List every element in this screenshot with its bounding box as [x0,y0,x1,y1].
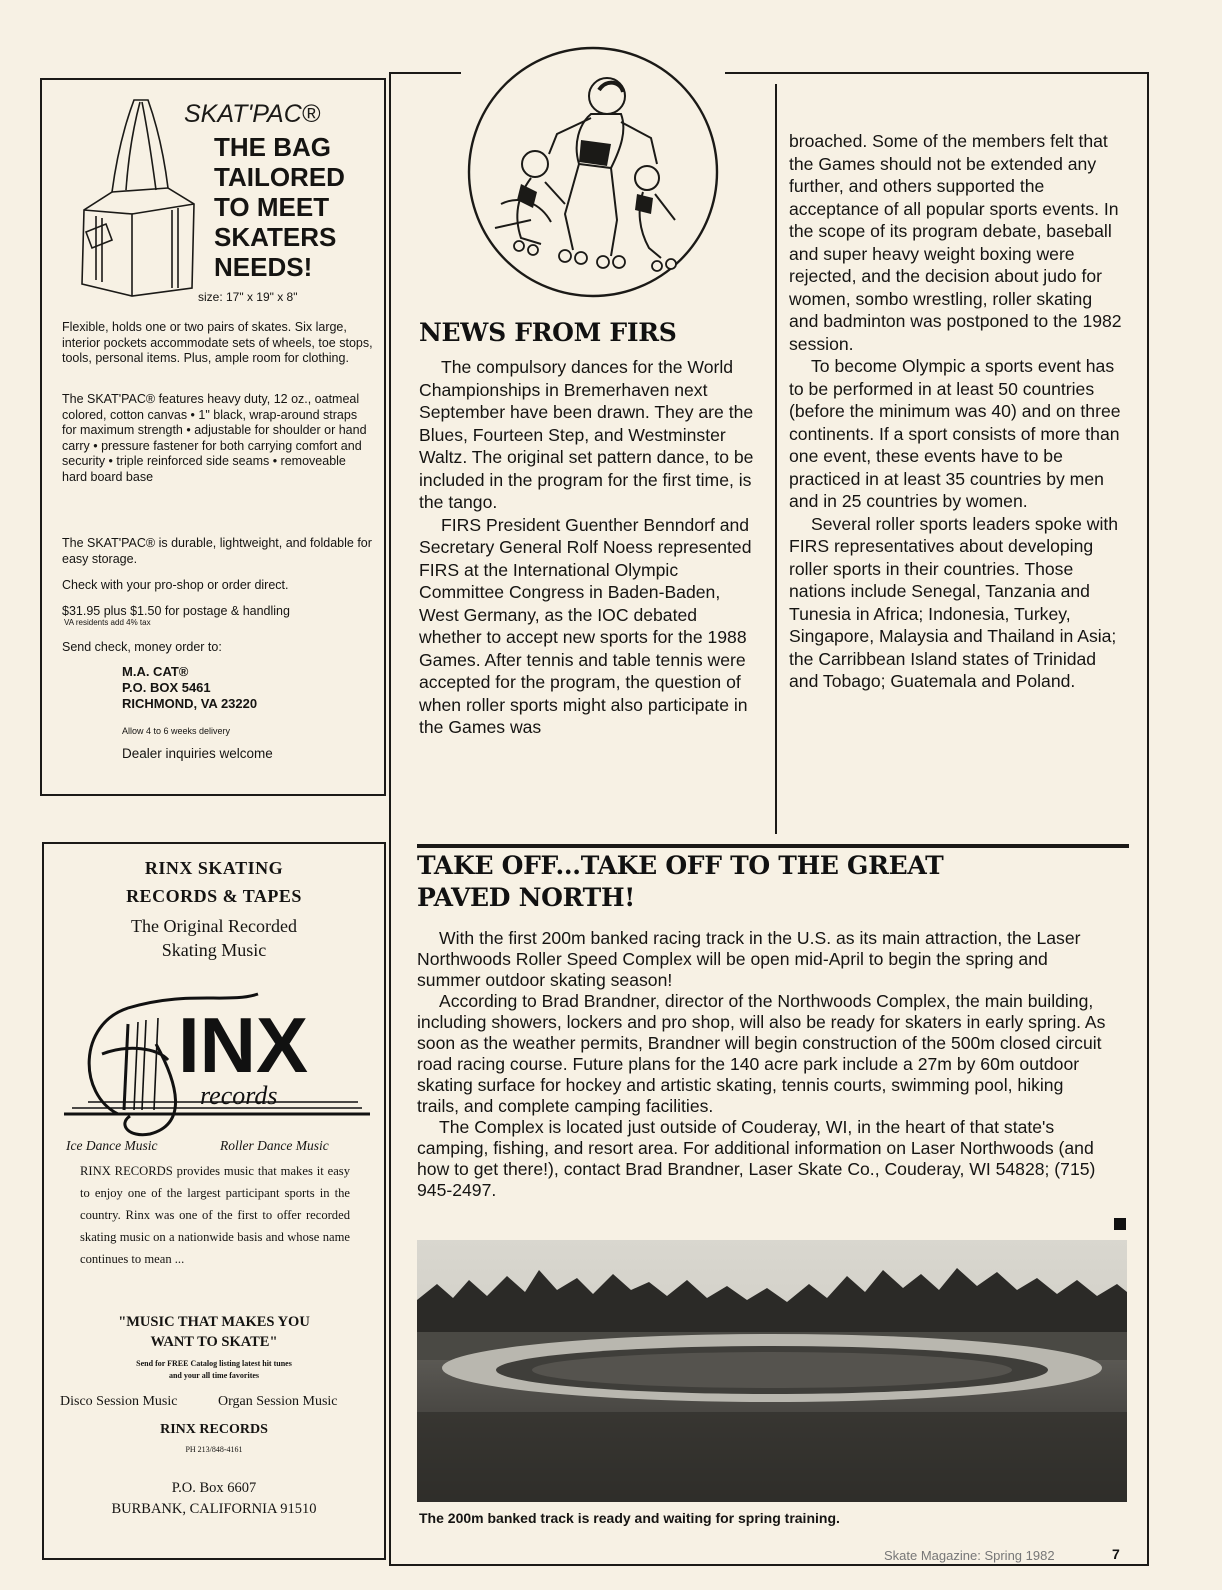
paragraph: To become Olympic a sports event has to be performed in at least 50 countries (before the minimum was 40) and on three continents. If a sport consists of more than one event, these events have to be practiced in at least 35 countries by men and in 25 countries by women. [789,356,1121,511]
take-off-headline [417,850,943,914]
rinx-pobox: P.O. Box 6607 [171,1480,257,1496]
skatpac-dealer: Dealer inquiries welcome [122,746,273,761]
rinx-slogan-1: "MUSIC THAT MAKES YOU [118,1314,310,1330]
skatpac-address [122,664,257,712]
take-off-body [417,928,1107,1201]
rinx-body: RINX RECORDS provides music that makes it easy to enjoy one of the largest participant sports in the country. Rinx was one of the first to offer recorded skating music on a nationwide basis and whose name continues to mean ... [80,1164,350,1266]
rinx-records-logo [58,984,376,1144]
firs-column-1 [419,356,759,739]
skatpac-headline [214,132,379,282]
paragraph: According to Brad Brandner, director of the Northwoods Complex, the main building, including showers, lockers and pro shop, will also be ready for skaters in early spring. As soon as the weather permits, Brandner will begin construction of the 500m closed circuit road racing course. Future plans for the 140 acre park include a 27m by 60m outdoor skating surface for hockey and artistic skating, tennis courts, swimming pool, hiking trails, and complete camping facilities. [417,991,1106,1116]
headline-line: NEEDS! [214,252,313,282]
rinx-phone: PH 213/848-4161 [185,1445,243,1454]
roller-skaters-illustration [461,44,725,300]
rinx-catalog-1: Send for FREE Catalog listing latest hit tunes [136,1359,292,1368]
headline-line: TAILORED [214,162,345,192]
logo-wordmark: INX [178,1001,309,1089]
ice-dance-label: Ice Dance Music [66,1138,158,1153]
rinx-sub-1: The Original Recorded [131,916,297,936]
rinx-title-1: RINX SKATING [144,858,284,878]
paragraph: The Complex is located just outside of Couderay, WI, in the heart of that state's camping, fishing, and resort area. For additional information on Laser Northwoods (and how to get there!), contact Brad Brandner, Laser Skate Co., Couderay, WI 54828; (715) 945-2497. [417,1117,1096,1200]
roller-dance-label: Roller Dance Music [220,1138,329,1153]
paragraph: Several roller sports leaders spoke with FIRS representatives about developing roller sports in their countries. Those nations include Senegal, Tanzania and Tunesia in Africa; Indonesia, Turkey, Singapore, Malaysia and Thailand in Asia; the Carribbean Island states of Trinidad and Tobago; Guatemala and Poland. [789,513,1119,691]
photo-caption: The 200m banked track is ready and waiting for spring training. [419,1510,840,1526]
rinx-sub-2: Skating Music [161,940,267,960]
headline-line: PAVED NORTH! [417,883,635,912]
rinx-records-ad [42,842,386,1560]
paragraph: With the first 200m banked racing track in the U.S. as its main attraction, the Laser Northwoods Roller Speed Complex will be open mid-April to begin the spring and summer outdoor skating season! [417,928,1081,990]
skatpac-brand: SKAT'PAC® [184,100,321,128]
skatpac-para-3: The SKAT'PAC® is durable, lightweight, and foldable for easy storage. [62,536,372,566]
magazine-footer: Skate Magazine: Spring 1982 [884,1548,1055,1563]
address-line: RICHMOND, VA 23220 [122,696,258,711]
logo-script: records [200,1081,278,1110]
bag-size: size: 17" x 19" x 8" [198,290,298,304]
rinx-slogan-2: WANT TO SKATE" [150,1334,278,1350]
skatpac-para-2: The SKAT'PAC® features heavy duty, 12 oz., oatmeal colored, cotton canvas • 1" black, wrap-around straps for maximum strength • adjustable for shoulder or hand carry • pressure fastener for both carrying comfort and security • triple reinforced side seams • removeable hard board base [62,392,367,484]
news-from-firs-headline: NEWS FROM FIRS [419,318,677,347]
paragraph: FIRS President Guenther Benndorf and Secretary General Rolf Noess represented FIRS at the International Olympic Committee Congress in Baden-Baden, West Germany, as the IOC debated whether to accept new sports for the 1988 Games. After tennis and table tennis were accepted for the program, the question of when roller sports might also participate in the Games was [419,514,752,737]
end-mark [1114,1218,1126,1230]
address-line: P.O. BOX 5461 [122,680,211,695]
headline-line: SKATERS [214,222,337,252]
skatpac-tax: VA residents add 4% tax [64,618,151,627]
skatpac-delivery: Allow 4 to 6 weeks delivery [122,726,231,736]
skatpac-send: Send check, money order to: [62,640,222,654]
rinx-catalog-2: and your all time favorites [168,1371,260,1380]
rinx-title-2: RECORDS & TAPES [126,886,302,906]
headline-line: TO MEET [214,192,330,222]
page-number: 7 [1112,1546,1120,1562]
paragraph: The compulsory dances for the World Championships in Bremerhaven next September have been drawn. They are the Blues, Fourteen Step, and Westminster Waltz. The original set pattern dance, to be included in the program for the first time, is the tango. [419,357,754,512]
rinx-company: RINX RECORDS [160,1422,268,1437]
disco-session-label: Disco Session Music [60,1394,178,1409]
skatpac-para-1: Flexible, holds one or two pairs of skates. Six large, interior pockets accommodate sets of wheels, toe stops, tools, personal items. Plus, ample room for clothing. [62,320,373,365]
skatpac-price: $31.95 plus $1.50 for postage & handling [62,604,290,618]
column-divider [775,84,777,834]
paragraph: broached. Some of the members felt that the Games should not be extended any further, and others supported the acceptance of all popular sports events. In the scope of its program debate, baseball and super heavy weight boxing were rejected, and the decision about judo for women, sombo wrestling, roller skating and badminton was postponed to the 1982 session. [789,131,1122,354]
section-rule [417,844,1129,848]
organ-session-label: Organ Session Music [218,1394,338,1409]
firs-column-2 [789,130,1125,693]
address-line: M.A. CAT® [122,664,189,679]
article-box [389,72,1149,1566]
headline-line: THE BAG [214,132,331,162]
skatpac-ad [40,78,386,796]
banked-track-photo [417,1240,1127,1502]
rinx-city: BURBANK, CALIFORNIA 91510 [111,1501,317,1517]
headline-line: TAKE OFF...TAKE OFF TO THE GREAT [417,851,944,880]
skatpac-para-4: Check with your pro-shop or order direct. [62,578,289,592]
